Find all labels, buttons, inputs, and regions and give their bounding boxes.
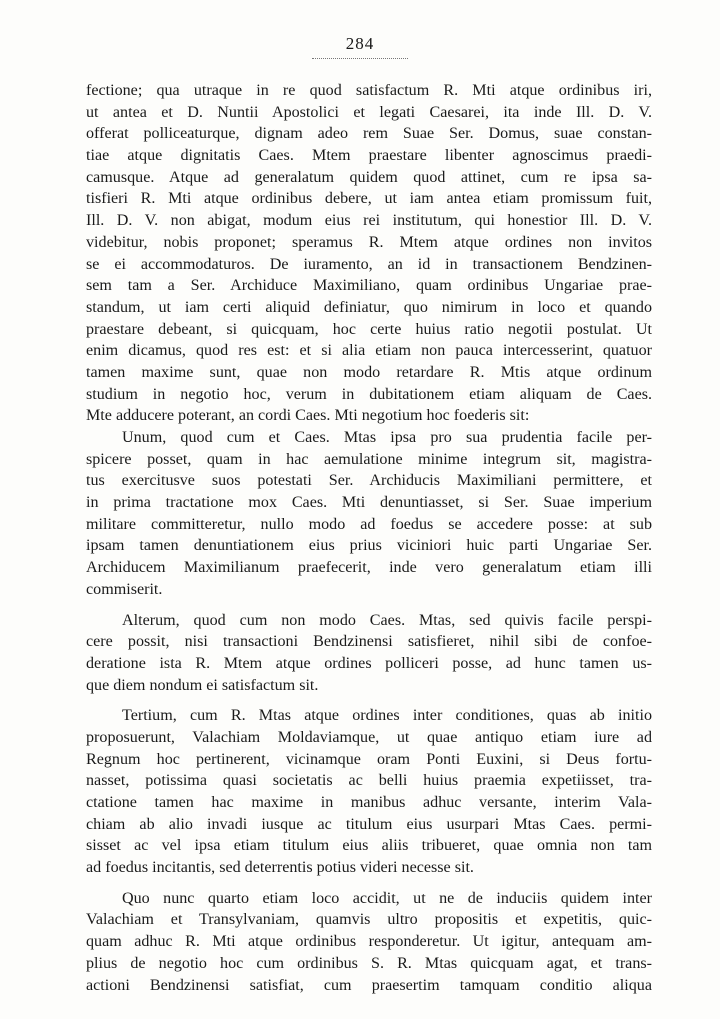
text-line: Tertium, cum R. Mtas atque ordines inter conditiones, quas ab initio [122,707,652,725]
text-line: tiae atque dignitatis Caes. Mtem praestare libenter agnoscimus praedi- [86,147,652,165]
text-line: ut antea et D. Nuntii Apostolici et legati Caesarei, ita inde Ill. D. V. [86,103,652,121]
text-line: plius de negotio hoc cum ordinibus S. R. Mtas quicquam agat, et trans- [86,954,652,972]
paragraph-gap [86,601,652,610]
text-line: Archiducem Maximilianum praefecerit, inde vero generalatum etiam illi [86,559,652,577]
page-number: 284 [345,34,375,53]
page-number-rule [312,58,408,59]
text-line: videbitur, nobis proponet; speramus R. Mtem atque ordines non invitos [86,233,652,251]
text-line: actioni Bendzinensi satisfiat, cum praesertim tamquam conditio aliqua [86,976,652,994]
text-line: sisset ac vel ipsa etiam titulum eius aliis tribueret, quae omnia non tam [86,837,652,855]
text-line: camusque. Atque ad generalatum quidem quod attinet, cum re ipsa sa- [86,168,652,186]
text-line: que diem nondum ei satisfactum sit. [86,676,319,694]
text-line: Quo nunc quarto etiam loco accidit, ut ne de induciis quidem inter [122,889,652,907]
text-line: in prima tractatione mox Caes. Mti denuntiasset, si Ser. Suae imperium [86,494,652,512]
text-line: praestare debeant, si quicquam, hoc certe huius ratio negotii postulat. Ut [86,320,652,338]
paragraph [86,610,652,697]
text-line: fectione; qua utraque in re quod satisfactum R. Mti atque ordinibus iri, [86,82,652,99]
text-line: militare committeretur, nullo modo ad foedus se accedere posse: at sub [86,515,652,533]
text-line: deratione ista R. Mtem atque ordines polliceri posse, ad hunc tamen us- [86,654,652,672]
paragraph-gap [86,696,652,705]
paragraph [86,705,652,879]
text-line: Regnum hoc pertinerent, vicinamque oram Ponti Euxini, si Deus fortu- [86,750,652,768]
text-line: ctatione tamen hac maxime in manibus adhuc versante, interim Vala- [86,794,652,811]
text-line: nasset, potissima quasi societatis ac belli huius praemia expetiisset, tra- [86,772,652,790]
paragraph [86,80,652,427]
text-line: standum, ut iam certi aliquid definiatur, quo nimirum in loco et quando [86,298,652,316]
text-line: tus exercitusve suos potestati Ser. Archiducis Maximiliani permittere, et [86,472,652,490]
text-line: offerat polliceaturque, dignam adeo rem Suae Ser. Domus, suae constan- [86,125,652,143]
text-line: enim dicamus, quod res est: et si alia etiam non pauca intercesserint, quatuor [86,342,652,360]
text-line: proposuerunt, Valachiam Moldaviamque, ut quae antiquo etiam iure ad [86,728,652,746]
text-line: tamen maxime sunt, quae non modo retardare R. Mtis atque ordinum [86,363,652,381]
text-line: Alterum, quod cum non modo Caes. Mtas, sed quivis facile perspi- [122,611,652,629]
text-line: studium in negotio hoc, verum in dubitationem etiam aliquam de Caes. [86,385,652,403]
text-line: Ill. D. V. non abigat, modum eius rei institutum, qui honestior Ill. D. V. [86,212,652,230]
paragraph-gap [86,879,652,888]
text-line: chiam ab alio invadi iusque ac titulum eius usurpari Mtas Caes. permi- [86,815,652,833]
text-line: ad foedus incitantis, sed deterrentis potius videri necesse sit. [86,859,474,877]
paragraph [86,427,652,601]
text-line: cere possit, nisi transactioni Bendzinensi satisfieret, nihil sibi de confoe- [86,633,652,651]
text-line: ipsam tamen denuntiationem eius prius viciniori huic parti Ungariae Ser. [86,537,652,555]
text-line: sem tam a Ser. Archiduce Maximiliano, quam ordinibus Ungariae prae- [86,277,652,295]
text-line: Unum, quod cum et Caes. Mtas ipsa pro sua prudentia facile per- [122,429,652,446]
body-text [86,80,652,996]
text-line: spicere posset, quam in hac aemulatione minime integrum sit, magistra- [86,450,652,468]
text-line: Valachiam et Transylvaniam, quamvis ultro propositis et expetitis, quic- [86,911,652,929]
text-line: tisfieri R. Mti atque ordinibus debere, ut iam antea etiam promissum fuit, [86,190,652,208]
text-line: se ei accommodaturos. De iuramento, an id in transactionem Bendzinen- [86,255,652,273]
text-line: commiserit. [86,580,163,598]
text-line: Mte adducere poterant, an cordi Caes. Mti negotium hoc foederis sit: [86,407,530,425]
paragraph [86,888,652,996]
text-line: quam adhuc R. Mti atque ordinibus responderetur. Ut igitur, antequam am- [86,933,652,951]
